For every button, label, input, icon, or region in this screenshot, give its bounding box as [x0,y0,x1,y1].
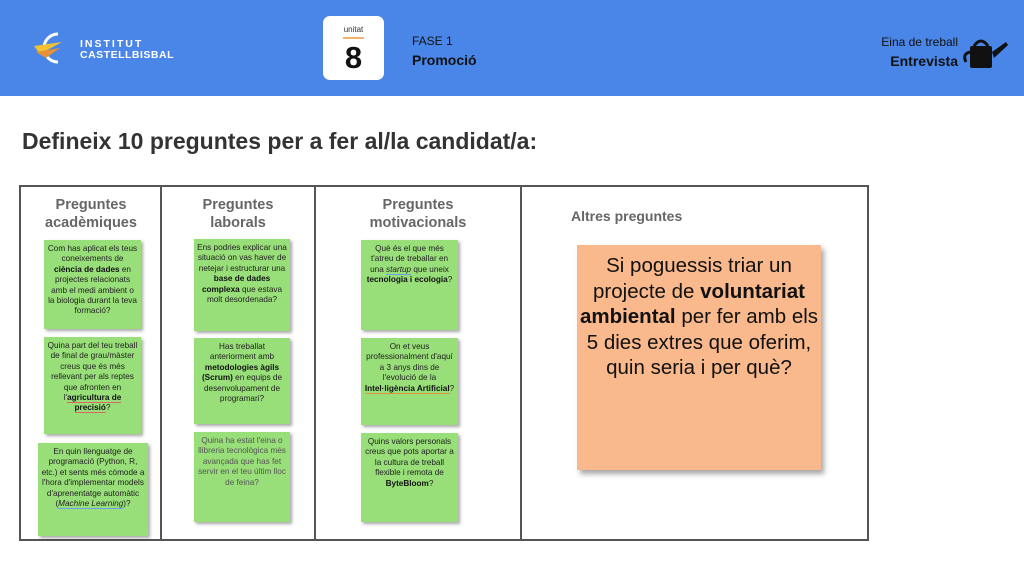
note-text: En quin llenguatge de programació (Python, R, etc.) et sents més còmode a l'hora d'implementar models d'aprenentatge automàtic ( [41,447,145,509]
phase-info [412,34,477,68]
note-text: Quins valors personals creus que pots aportar a la cultura de treball flexible i remota de [365,437,454,478]
logo-mark-icon [32,30,82,66]
note-text: Has treballat anteriorment amb [209,342,275,362]
note-text: que estava molt desordenada? [206,284,283,305]
note-text: en equips de desenvolupament de programari? [203,373,283,404]
note-bold-text: ciència de dades [54,264,120,274]
note-bold-text: base de dades complexa [201,274,271,294]
header-band [0,0,1024,96]
unit-label-underline [343,37,364,39]
sticky-note-academic-3 [38,443,148,536]
column-divider [160,187,162,539]
unit-label: unitat [343,25,364,34]
unit-card [323,16,384,80]
note-text: ? [447,275,453,285]
note-bold-text: tecnologia i ecologia [366,275,448,285]
column-head-academic-line2: acadèmiques [45,215,137,231]
note-text: ? [428,478,434,488]
tool-info [881,35,958,69]
sticky-note-academic-2 [44,337,141,434]
note-bold-text: metodologies àgils (Scrum) [201,362,280,383]
page-title: Defineix 10 preguntes per a fer al/la candidat/a: [22,128,538,154]
sticky-note-motivational-1 [361,240,458,330]
note-text: )? [123,499,131,509]
note-bold-text: Intel·ligència Artificial [364,383,450,393]
column-head-academic [25,196,157,232]
column-divider [520,187,522,539]
note-text: ? [449,383,455,393]
sticky-note-work-2 [194,338,290,424]
note-text: Quina part del teu treball de final de grau/màster creus que és més rellevant per als reptes que afronten en l' [47,341,138,403]
sticky-note-academic-1 [44,240,141,329]
note-text: Quina ha estat l'eina o llibreria tecnològica més avançada que has fet servir en el teu últim lloc de feina? [198,436,286,487]
tool-label: Eina de treball [881,35,958,49]
column-head-work-line2: laborals [210,215,266,231]
note-text: que uneix [411,264,449,274]
sticky-note-work-3 [194,432,290,522]
sticky-note-motivational-3 [361,433,458,522]
unit-number: 8 [344,40,363,75]
tool-name: Entrevista [890,53,958,69]
note-text: ? [105,403,111,413]
institute-logo [32,30,172,66]
questions-board [19,185,869,541]
note-bold-text: agricultura de precisió [67,393,122,413]
column-head-other: Altres preguntes [571,208,683,224]
logo-line-institut: INSTITUT [80,38,144,50]
sticky-note-work-1 [194,239,290,331]
note-text: On et veus professionalment d'aquí a 3 anys dins de l'evolució de la [366,342,453,383]
note-text: Què és el que més t'atreu de treballar en una [370,244,449,274]
note-italic-text: startup [386,264,412,274]
column-head-academic-line1: Preguntes [55,197,127,213]
column-head-motivational-line1: Preguntes [382,197,454,213]
watering-can-icon [962,36,1012,72]
phase-name: Promoció [412,52,477,68]
logo-line-castellbisbal: CASTELLBISBAL [80,49,174,61]
sticky-note-motivational-2 [361,338,458,425]
column-head-motivational [317,196,519,232]
note-text: per fer amb els 5 dies extres que oferim, quin seria i per què? [586,305,819,379]
sticky-note-other [577,245,821,470]
column-head-motivational-line2: motivacionals [369,215,467,231]
note-text: Ens podries explicar una situació on vas haver de netejar i estructurar una [197,243,287,273]
note-italic-text: Machine Learning [58,499,124,509]
note-bold-text: voluntariat ambiental [579,279,805,328]
column-head-work-line1: Preguntes [202,197,274,213]
column-divider [314,187,316,539]
column-head-work [163,196,313,232]
phase-number: FASE 1 [412,34,453,48]
note-bold-text: ByteBloom [385,478,429,488]
note-text: Com has aplicat els teus coneixements de [47,244,138,264]
note-text: en projectes relacionats amb el medi ambient o la biologia durant la teva formació? [48,264,137,316]
note-text: Si poguessis triar un projecte de [593,254,792,303]
